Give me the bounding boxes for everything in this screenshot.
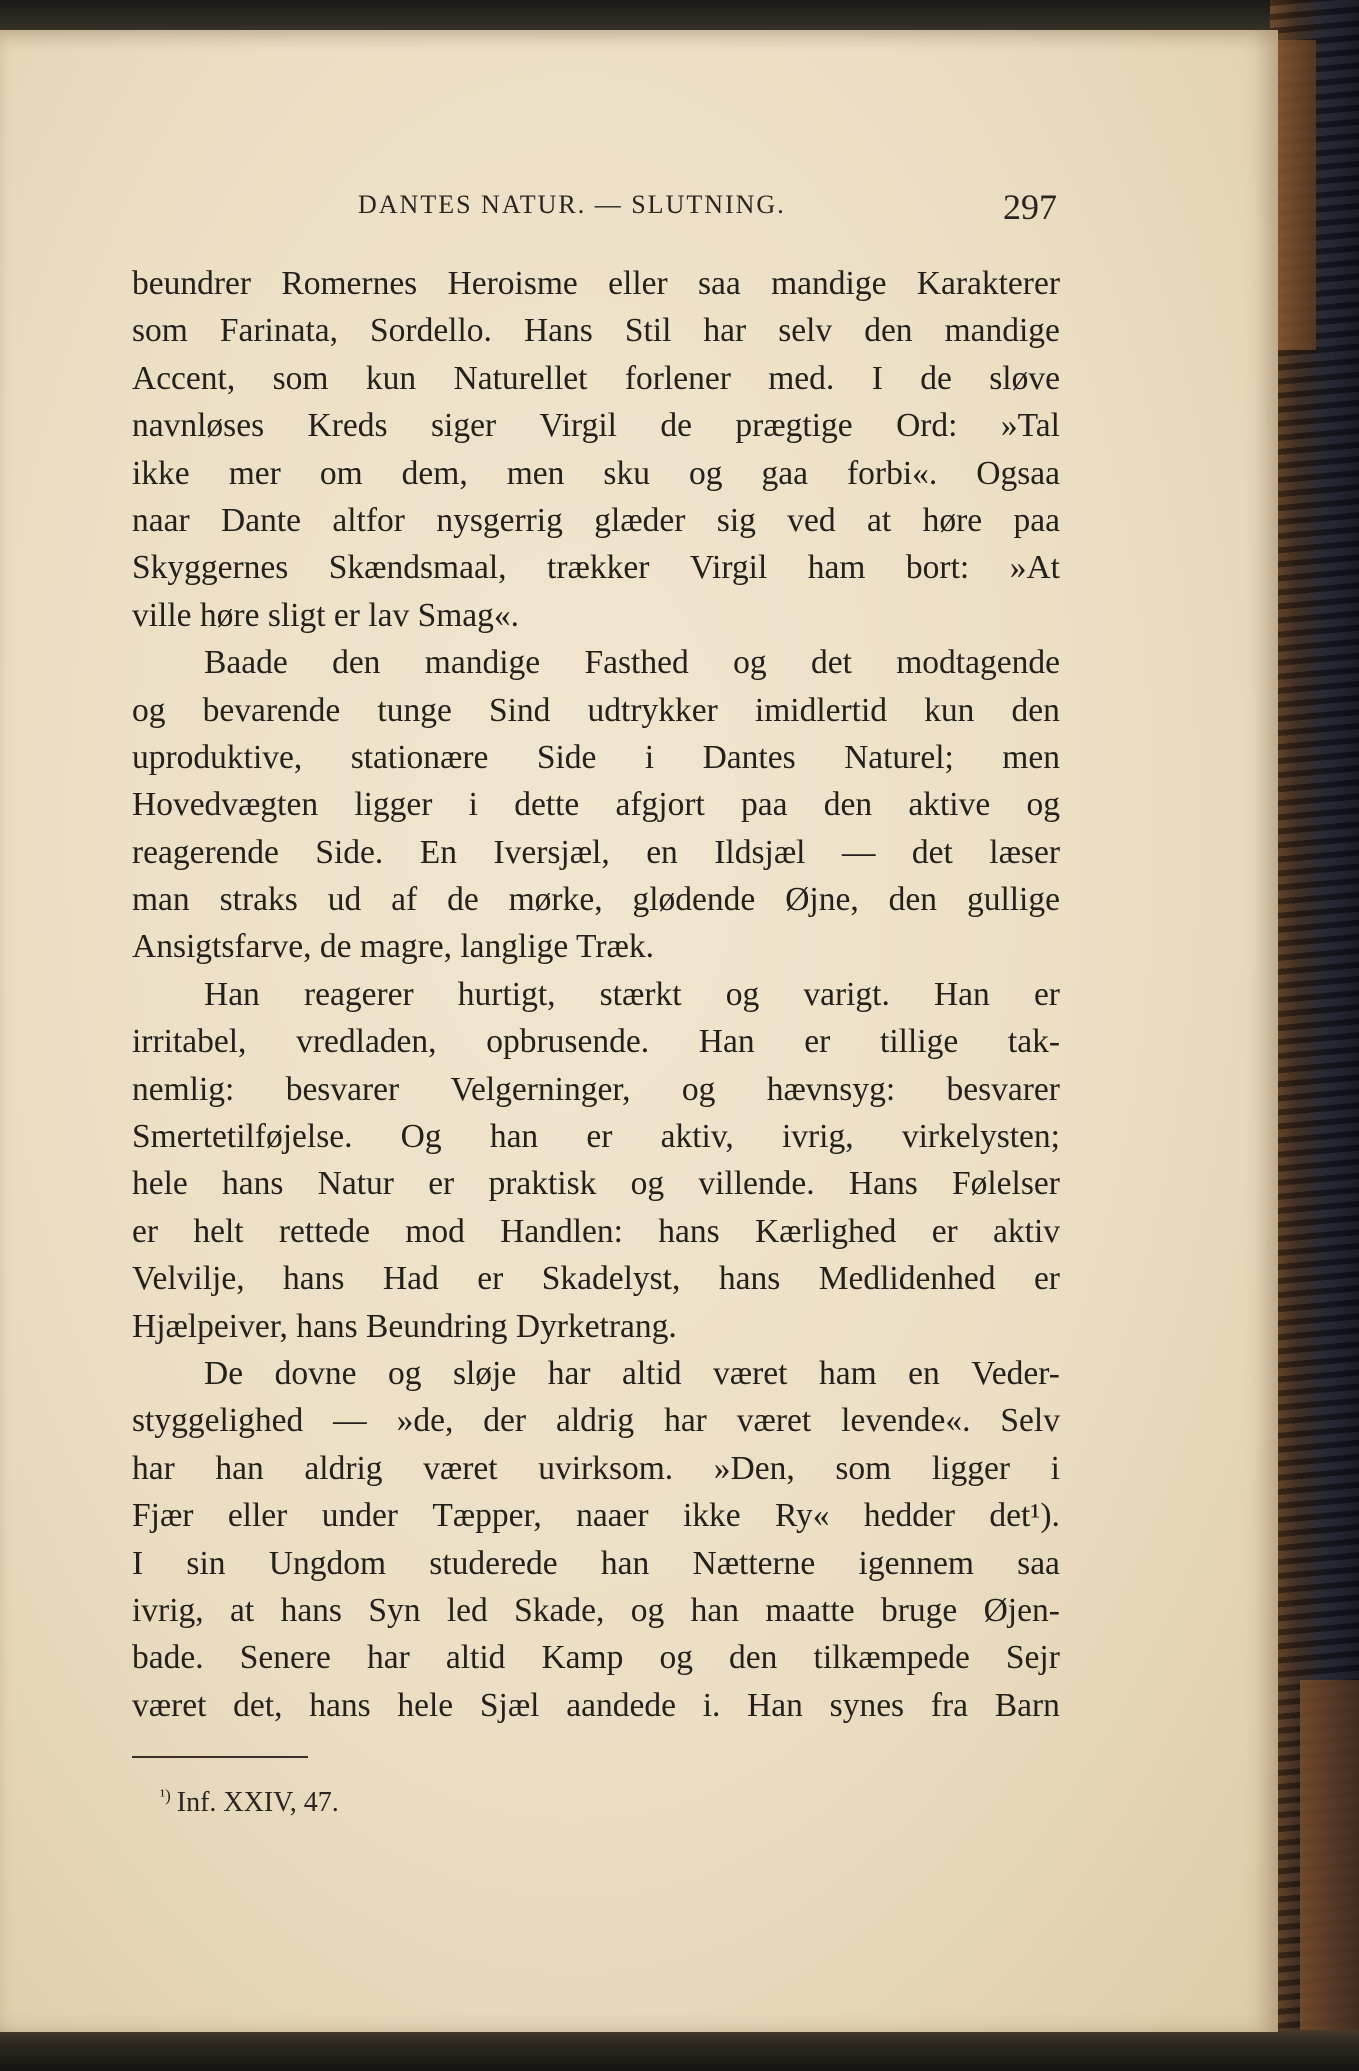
leather-corner-bottom [1300, 1680, 1359, 2040]
text-line: Fjær eller under Tæpper, naaer ikke Ry« hedder det¹). [132, 1497, 1060, 1535]
page-number: 297 [1003, 187, 1057, 227]
text-line: har han aldrig været uvirksom. »Den, som ligger i [132, 1449, 1060, 1487]
text-line: Han reagerer hurtigt, stærkt og varigt. Han er [204, 975, 1060, 1013]
text-line: irritabel, vredladen, opbrusende. Han er tillige tak- [132, 1023, 1060, 1061]
text-line: været det, hans hele Sjæl aandede i. Han synes fra Barn [132, 1686, 1060, 1724]
footnote [160, 1786, 339, 1819]
text-line: hele hans Natur er praktisk og villende. Hans Følelser [132, 1165, 1060, 1203]
text-line: og bevarende tunge Sind udtrykker imidlertid kun den [132, 691, 1060, 729]
text-line: styggelighed — »de, der aldrig har været levende«. Selv [132, 1402, 1060, 1440]
text-line: Accent, som kun Naturellet forlener med. I de sløve [132, 359, 1060, 397]
text-line: naar Dante altfor nysgerrig glæder sig ved at høre paa [132, 501, 1060, 539]
text-line: er helt rettede mod Handlen: hans Kærlighed er aktiv [132, 1212, 1060, 1250]
text-line: som Farinata, Sordello. Hans Stil har selv den mandige [132, 312, 1060, 350]
text-line: uproduktive, stationære Side i Dantes Naturel; men [132, 738, 1060, 776]
text-line: Velvilje, hans Had er Skadelyst, hans Medlidenhed er [132, 1260, 1060, 1298]
text-line: ville høre sligt er lav Smag«. [132, 596, 520, 634]
text-line: I sin Ungdom studerede han Nætterne igennem saa [132, 1544, 1060, 1582]
book-cover-top-edge [0, 0, 1359, 34]
body-text [132, 260, 1060, 1729]
text-line: Skyggernes Skændsmaal, trækker Virgil ham bort: »At [132, 549, 1060, 587]
text-line: bade. Senere har altid Kamp og den tilkæmpede Sejr [132, 1639, 1060, 1677]
text-line: ivrig, at hans Syn led Skade, og han maatte bruge Øjen- [132, 1591, 1060, 1629]
footnote-rule [132, 1756, 308, 1758]
text-line: Hjælpeiver, hans Beundring Dyrketrang. [132, 1307, 677, 1345]
text-line: beundrer Romernes Heroisme eller saa mandige Karakterer [132, 265, 1060, 302]
text-line: nemlig: besvarer Velgerninger, og hævnsyg: besvarer [132, 1070, 1060, 1108]
text-line: Ansigtsfarve, de magre, langlige Træk. [132, 928, 654, 966]
text-line: navnløses Kreds siger Virgil de prægtige Ord: »Tal [132, 407, 1060, 445]
footnote-marker: ¹) [160, 1786, 171, 1805]
text-line: ikke mer om dem, men sku og gaa forbi«. Ogsaa [132, 454, 1060, 492]
text-line: De dovne og sløje har altid været ham en Veder- [204, 1354, 1060, 1392]
text-line: Smertetilføjelse. Og han er aktiv, ivrig, virkelysten; [132, 1118, 1060, 1156]
text-line: Hovedvægten ligger i dette afgjort paa den aktive og [132, 786, 1060, 824]
page-header [358, 160, 1078, 227]
footnote-text: Inf. XXIV, 47. [176, 1787, 339, 1818]
text-line: man straks ud af de mørke, glødende Øjne, den gullige [132, 881, 1060, 919]
book-cover-bottom-edge [0, 2030, 1359, 2071]
text-line: Baade den mandige Fasthed og det modtagende [204, 644, 1060, 682]
text-line: reagerende Side. En Iversjæl, en Ildsjæl — det læser [132, 833, 1060, 871]
leather-corner-top [1276, 40, 1316, 350]
running-title: DANTES NATUR. — SLUTNING. [358, 190, 786, 219]
